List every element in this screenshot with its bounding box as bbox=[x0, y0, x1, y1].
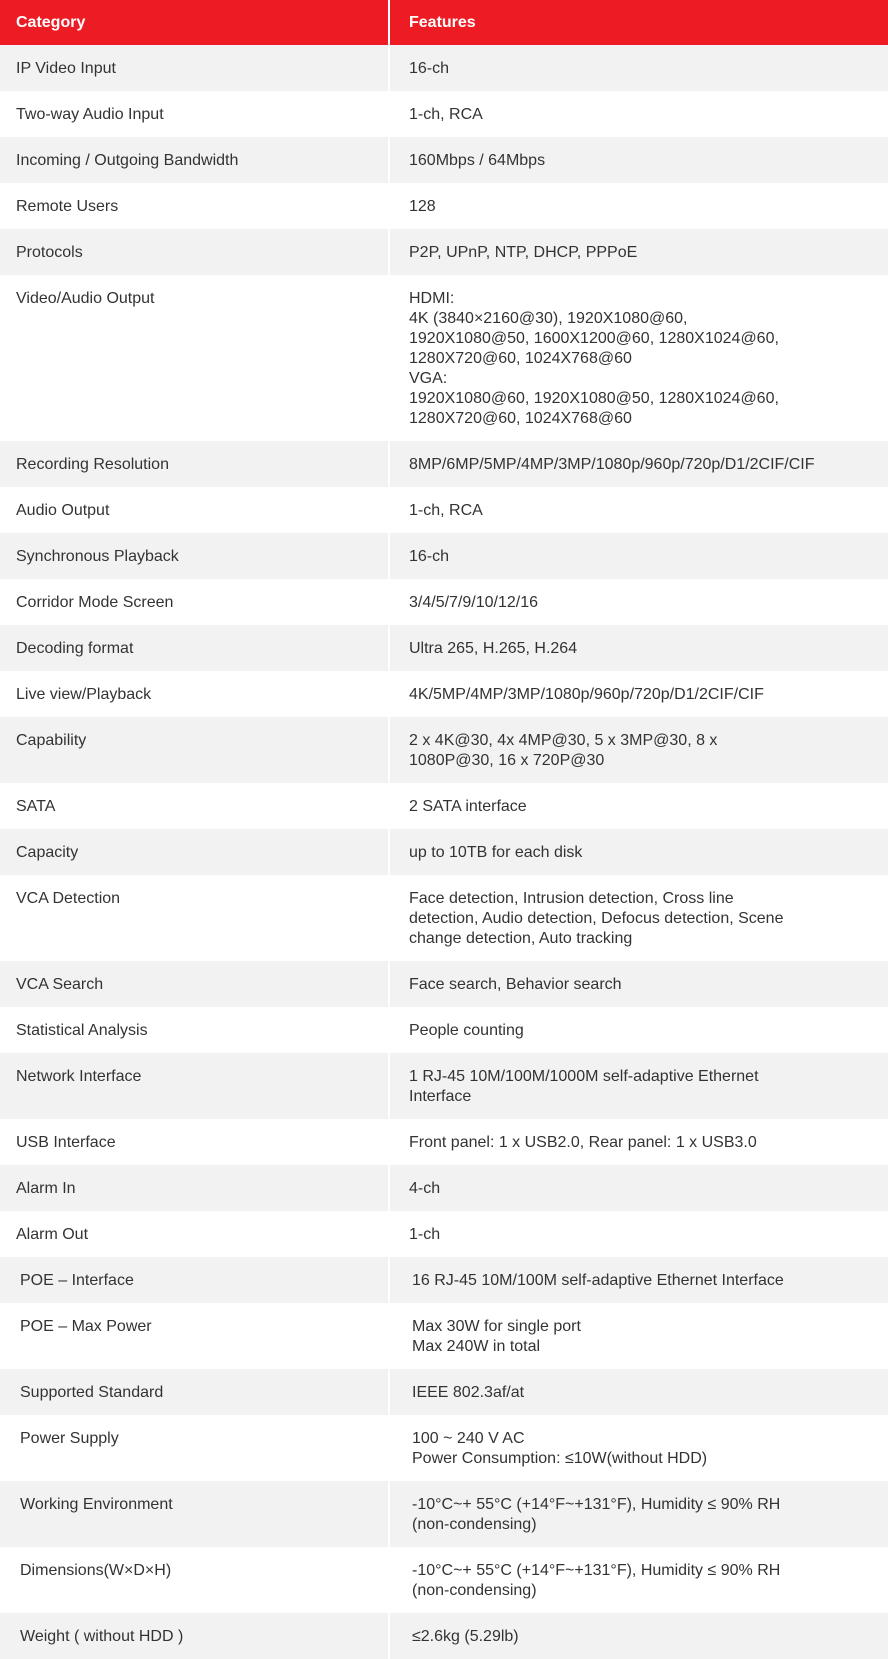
category-cell: POE – Max Power bbox=[0, 1303, 389, 1369]
category-cell: Decoding format bbox=[0, 625, 389, 671]
table-row bbox=[0, 183, 888, 229]
features-cell: IEEE 802.3af/at bbox=[389, 1369, 888, 1415]
features-column-header: Features bbox=[389, 0, 888, 45]
category-cell: Dimensions(W×D×H) bbox=[0, 1547, 389, 1613]
table-header-row bbox=[0, 0, 888, 45]
table-row bbox=[0, 671, 888, 717]
features-cell: -10°C~+ 55°C (+14°F~+131°F), Humidity ≤ 90% RH (non-condensing) bbox=[389, 1547, 888, 1613]
features-cell: 4-ch bbox=[389, 1165, 888, 1211]
features-cell: 1-ch bbox=[389, 1211, 888, 1257]
table-row bbox=[0, 717, 888, 783]
category-cell: VCA Detection bbox=[0, 875, 389, 961]
table-row bbox=[0, 45, 888, 91]
table-row bbox=[0, 137, 888, 183]
features-cell: 2 SATA interface bbox=[389, 783, 888, 829]
category-cell: SATA bbox=[0, 783, 389, 829]
category-cell: IP Video Input bbox=[0, 45, 389, 91]
features-cell: 16-ch bbox=[389, 45, 888, 91]
table-row bbox=[0, 1415, 888, 1481]
table-row bbox=[0, 1481, 888, 1547]
features-cell: People counting bbox=[389, 1007, 888, 1053]
table-row bbox=[0, 91, 888, 137]
table-row bbox=[0, 961, 888, 1007]
features-cell: 1-ch, RCA bbox=[389, 487, 888, 533]
category-cell: Synchronous Playback bbox=[0, 533, 389, 579]
table-row bbox=[0, 441, 888, 487]
table-row bbox=[0, 1053, 888, 1119]
category-cell: Incoming / Outgoing Bandwidth bbox=[0, 137, 389, 183]
category-cell: Working Environment bbox=[0, 1481, 389, 1547]
category-cell: Supported Standard bbox=[0, 1369, 389, 1415]
features-cell: 160Mbps / 64Mbps bbox=[389, 137, 888, 183]
category-column-header: Category bbox=[0, 0, 389, 45]
table-row bbox=[0, 275, 888, 441]
category-cell: Weight ( without HDD ) bbox=[0, 1613, 389, 1659]
features-cell: 16-ch bbox=[389, 533, 888, 579]
category-cell: VCA Search bbox=[0, 961, 389, 1007]
category-cell: POE – Interface bbox=[0, 1257, 389, 1303]
table-row bbox=[0, 1007, 888, 1053]
table-row bbox=[0, 1613, 888, 1659]
features-cell: HDMI: 4K (3840×2160@30), 1920X1080@60, 1920X1080@50, 1600X1200@60, 1280X1024@60, 1280X720@60, 1024X768@60 VGA: 1920X1080@60, 1920X1080@50, 1280X1024@60, 1280X720@60, 1024X768@60 bbox=[389, 275, 888, 441]
features-cell: ≤2.6kg (5.29lb) bbox=[389, 1613, 888, 1659]
table-row bbox=[0, 1165, 888, 1211]
category-cell: Alarm Out bbox=[0, 1211, 389, 1257]
features-cell: 2 x 4K@30, 4x 4MP@30, 5 x 3MP@30, 8 x 1080P@30, 16 x 720P@30 bbox=[389, 717, 888, 783]
features-cell: 100 ~ 240 V AC Power Consumption: ≤10W(without HDD) bbox=[389, 1415, 888, 1481]
features-cell: 1-ch, RCA bbox=[389, 91, 888, 137]
category-cell: Two-way Audio Input bbox=[0, 91, 389, 137]
category-cell: Audio Output bbox=[0, 487, 389, 533]
table-row bbox=[0, 229, 888, 275]
category-cell: Live view/Playback bbox=[0, 671, 389, 717]
table-row bbox=[0, 1547, 888, 1613]
table-row bbox=[0, 875, 888, 961]
table-row bbox=[0, 1303, 888, 1369]
features-cell: Ultra 265, H.265, H.264 bbox=[389, 625, 888, 671]
features-cell: Face detection, Intrusion detection, Cross line detection, Audio detection, Defocus detection, Scene change detection, Auto tracking bbox=[389, 875, 888, 961]
features-cell: 128 bbox=[389, 183, 888, 229]
table-row bbox=[0, 487, 888, 533]
features-cell: 3/4/5/7/9/10/12/16 bbox=[389, 579, 888, 625]
features-cell: 4K/5MP/4MP/3MP/1080p/960p/720p/D1/2CIF/CIF bbox=[389, 671, 888, 717]
table-body bbox=[0, 45, 888, 1659]
table-row bbox=[0, 1257, 888, 1303]
features-cell: Face search, Behavior search bbox=[389, 961, 888, 1007]
features-cell: Front panel: 1 x USB2.0, Rear panel: 1 x USB3.0 bbox=[389, 1119, 888, 1165]
features-cell: up to 10TB for each disk bbox=[389, 829, 888, 875]
table-row bbox=[0, 829, 888, 875]
category-cell: Statistical Analysis bbox=[0, 1007, 389, 1053]
table-row bbox=[0, 783, 888, 829]
table-row bbox=[0, 1369, 888, 1415]
category-cell: Remote Users bbox=[0, 183, 389, 229]
category-cell: Recording Resolution bbox=[0, 441, 389, 487]
category-cell: Power Supply bbox=[0, 1415, 389, 1481]
features-cell: 8MP/6MP/5MP/4MP/3MP/1080p/960p/720p/D1/2CIF/CIF bbox=[389, 441, 888, 487]
category-cell: Protocols bbox=[0, 229, 389, 275]
features-cell: Max 30W for single port Max 240W in total bbox=[389, 1303, 888, 1369]
category-cell: Capacity bbox=[0, 829, 389, 875]
table-row bbox=[0, 533, 888, 579]
category-cell: Network Interface bbox=[0, 1053, 389, 1119]
category-cell: USB Interface bbox=[0, 1119, 389, 1165]
features-cell: 16 RJ-45 10M/100M self-adaptive Ethernet Interface bbox=[389, 1257, 888, 1303]
category-cell: Alarm In bbox=[0, 1165, 389, 1211]
table-row bbox=[0, 1211, 888, 1257]
category-cell: Capability bbox=[0, 717, 389, 783]
category-cell: Video/Audio Output bbox=[0, 275, 389, 441]
features-cell: -10°C~+ 55°C (+14°F~+131°F), Humidity ≤ 90% RH (non-condensing) bbox=[389, 1481, 888, 1547]
table-row bbox=[0, 1119, 888, 1165]
features-cell: 1 RJ-45 10M/100M/1000M self-adaptive Ethernet Interface bbox=[389, 1053, 888, 1119]
table-row bbox=[0, 579, 888, 625]
features-cell: P2P, UPnP, NTP, DHCP, PPPoE bbox=[389, 229, 888, 275]
table-row bbox=[0, 625, 888, 671]
category-cell: Corridor Mode Screen bbox=[0, 579, 389, 625]
